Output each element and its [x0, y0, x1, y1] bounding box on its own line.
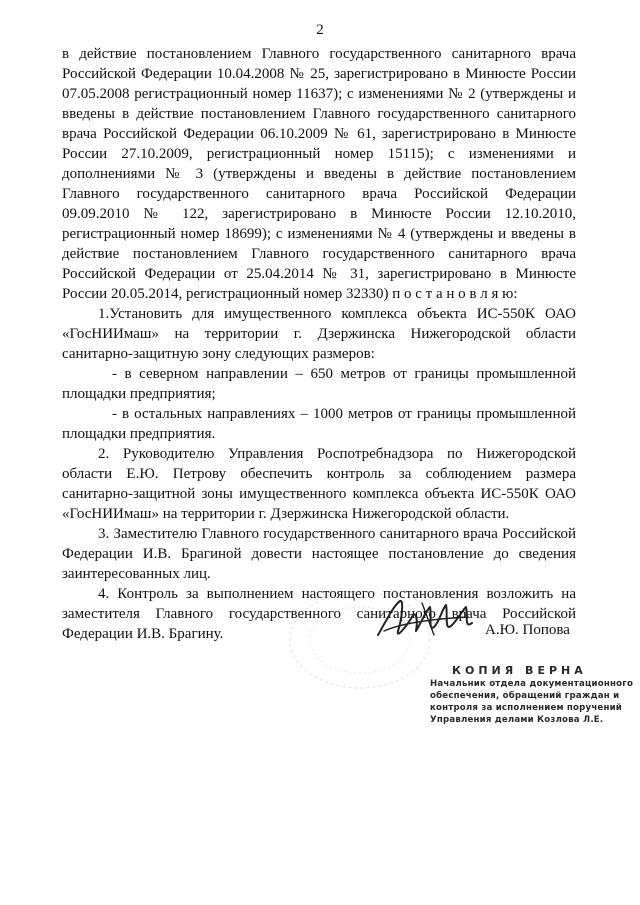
stamp-line: обеспечения, обращений граждан и [430, 691, 620, 701]
handwritten-signature-image [372, 591, 482, 649]
paragraph-subitem-north: - в северном направлении – 650 метров от границы промышленной площадки предприятия; [62, 366, 576, 402]
page-number: 2 [316, 22, 324, 38]
paragraph-item-4: 4. Контроль за выполнением настоящего постановления возложить на заместителя Главного государственного санитарного врача Российской Федерации И.В. Брагину. [62, 586, 576, 642]
stamp-line: Управления делами Козлова Л.Е. [430, 715, 604, 725]
stamp-line: контроля за исполнением поручений [430, 703, 623, 713]
paragraph-item-1: 1.Установить для имущественного комплекса объекта ИС-550К ОАО «ГосНИИмаш» на территории г. Дзержинска Нижегородской области санитарно-защитную зону следующих размеров: [62, 306, 576, 362]
paragraph-item-3: 3. Заместителю Главного государственного санитарного врача Российской Федерации И.В. Брагиной довести настоящее постановление до сведения заинтересованных лиц. [62, 526, 576, 582]
certification-stamp [430, 664, 634, 746]
stamp-line: Начальник отдела документационного [430, 679, 634, 689]
paragraph-item-2: 2. Руководителю Управления Роспотребнадзора по Нижегородской области Е.Ю. Петрову обеспечить контроль за соблюдением размера санитарно-защитной зоны имущественного комплекса объекта ИС-550К ОАО «ГосНИИмаш» на территории г. Дзержинска Нижегородской области. [62, 446, 576, 522]
signature-block [280, 585, 600, 675]
paragraph-continuation: в действие постановлением Главного государственного санитарного врача Российской Федерации 10.04.2008 № 25, зарегистрировано в Минюсте России 07.05.2008 регистрационный номер 11637); с изменениями № 2 (утверждены и введены в действие постановлением Главного государственного санитарного врача Российской Федерации 06.10.2009 № 61, зарегистрировано в Минюсте России 27.10.2009, регистрационный номер 15115); с изменениями и дополнениями № 3 (утверждены и введены в действие постановлением Главного государственного санитарного врача Российской Федерации 09.09.2010 № 122, зарегистрировано в Минюсте России 12.10.2010, регистрационный номер 18699); с изменениями № 4 (утверждены и введены в действие постановлением Главного государственного санитарного врача Российской Федерации от 25.04.2014 № 31, зарегистрировано в Минюсте России 20.05.2014, регистрационный номер 32330) п о с т а н о в л я ю: [62, 46, 576, 302]
paragraph-subitem-other: - в остальных направлениях – 1000 метров от границы промышленной площадки предприятия. [62, 406, 576, 442]
signer-name: А.Ю. Попова [485, 622, 570, 638]
document-body [62, 44, 576, 644]
stamp-title: КОПИЯ ВЕРНА [452, 664, 587, 677]
